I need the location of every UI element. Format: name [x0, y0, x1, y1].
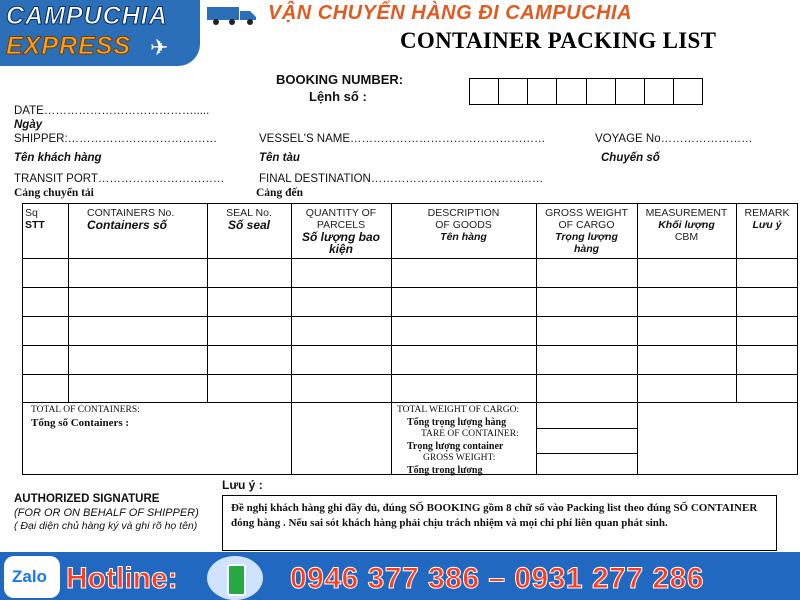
packing-table [22, 203, 798, 475]
header-remark: REMARK Lưu ý [744, 207, 790, 231]
final-destination-field[interactable]: FINAL DESTINATION……………………………………… [259, 173, 544, 185]
signature-sub: (FOR OR ON BEHALF OF SHIPPER) [14, 507, 199, 519]
date-field[interactable]: DATE…………………………………..... [14, 105, 210, 117]
company-logo [0, 0, 200, 66]
booking-digit-cell[interactable] [528, 79, 557, 104]
booking-digit-cell[interactable] [587, 79, 616, 104]
booking-label: BOOKING NUMBER: [276, 72, 404, 87]
zalo-icon[interactable] [4, 556, 60, 598]
final-label-vn: Cảng đến [256, 187, 303, 199]
total-containers-label-vn: Tổng số Containers : [31, 417, 130, 429]
transit-label-vn: Cảng chuyển tải [14, 187, 94, 199]
tare-label-vn: Trọng lượng container [407, 441, 504, 452]
hotline-label: Hotline: [66, 562, 178, 595]
total-weight-label: TOTAL WEIGHT OF CARGO: [397, 405, 520, 415]
shipper-field[interactable]: SHIPPER:………………………………… [14, 133, 218, 145]
header-quantity: QUANTITY OF PARCELS Số lượng bao kiện [302, 207, 380, 256]
transit-port-field[interactable]: TRANSIT PORT…………………………… [14, 173, 225, 185]
date-label-vn: Ngày [14, 119, 43, 131]
hotline-numbers[interactable]: 0946 377 386 – 0931 277 286 [290, 562, 704, 595]
booking-digit-cell[interactable] [499, 79, 528, 104]
note-box: Đề nghị khách hàng ghi đầy đủ, đúng SỐ BOOKING gồm 8 chữ số vào Packing list theo đúng SỐ CONTAINER đóng hàng . Nếu sai sót khách hàng phải chịu trách nhiệm và mọi chi phí liên quan phát sinh. [222, 495, 777, 551]
phone-icon [207, 556, 263, 600]
shipper-label-vn: Tên khách hàng [14, 152, 102, 164]
page-title: CONTAINER PACKING LIST [400, 28, 717, 53]
gross-label: GROSS WEIGHT: [423, 453, 496, 463]
header-description: DESCRIPTION OF GOODS Tên hàng [427, 207, 500, 243]
signature-vn: ( Đại diện chủ hàng ký và ghi rõ họ tên) [14, 520, 198, 532]
plane-icon: ✈ [150, 36, 169, 61]
signature-title: AUTHORIZED SIGNATURE [14, 493, 160, 505]
booking-digit-cell[interactable] [470, 79, 499, 104]
total-weight-label-vn: Tổng trọng lượng hàng [407, 417, 507, 428]
banner-title: VẬN CHUYỂN HÀNG ĐI CAMPUCHIA [268, 2, 633, 24]
tare-label: TARE OF CONTAINER: [421, 429, 519, 439]
gross-label-vn: Tổng trọng lượng [407, 465, 483, 476]
booking-number-input[interactable] [469, 78, 703, 105]
booking-digit-cell[interactable] [557, 79, 586, 104]
header-containers: CONTAINERS No. Containers số [87, 207, 175, 232]
header-seal: SEAL No. Số seal [226, 207, 272, 232]
logo-line2: EXPRESS [6, 32, 132, 60]
booking-digit-cell[interactable] [616, 79, 645, 104]
truck-icon [206, 4, 258, 26]
voyage-field[interactable]: VOYAGE No…………………… [595, 133, 753, 145]
note-label: Lưu ý : [222, 478, 263, 492]
header-measurement: MEASUREMENT Khối lượng CBM [645, 207, 728, 243]
total-containers-label: TOTAL OF CONTAINERS: [31, 405, 140, 415]
voyage-label-vn: Chuyến số [601, 152, 660, 164]
booking-digit-cell[interactable] [674, 79, 702, 104]
logo-line1: CAMPUCHIA [6, 2, 168, 30]
header-gross-weight: GROSS WEIGHT OF CARGO Trọng lượng hàng [545, 207, 628, 255]
vessel-label-vn: Tên tàu [259, 152, 300, 164]
vessel-field[interactable]: VESSEL'S NAME…………………………………………… [259, 133, 546, 145]
header-sq: Sq STT [25, 207, 45, 231]
booking-digit-cell[interactable] [645, 79, 674, 104]
booking-label-vn: Lệnh số : [309, 89, 367, 104]
zalo-label: Zalo [12, 567, 47, 586]
